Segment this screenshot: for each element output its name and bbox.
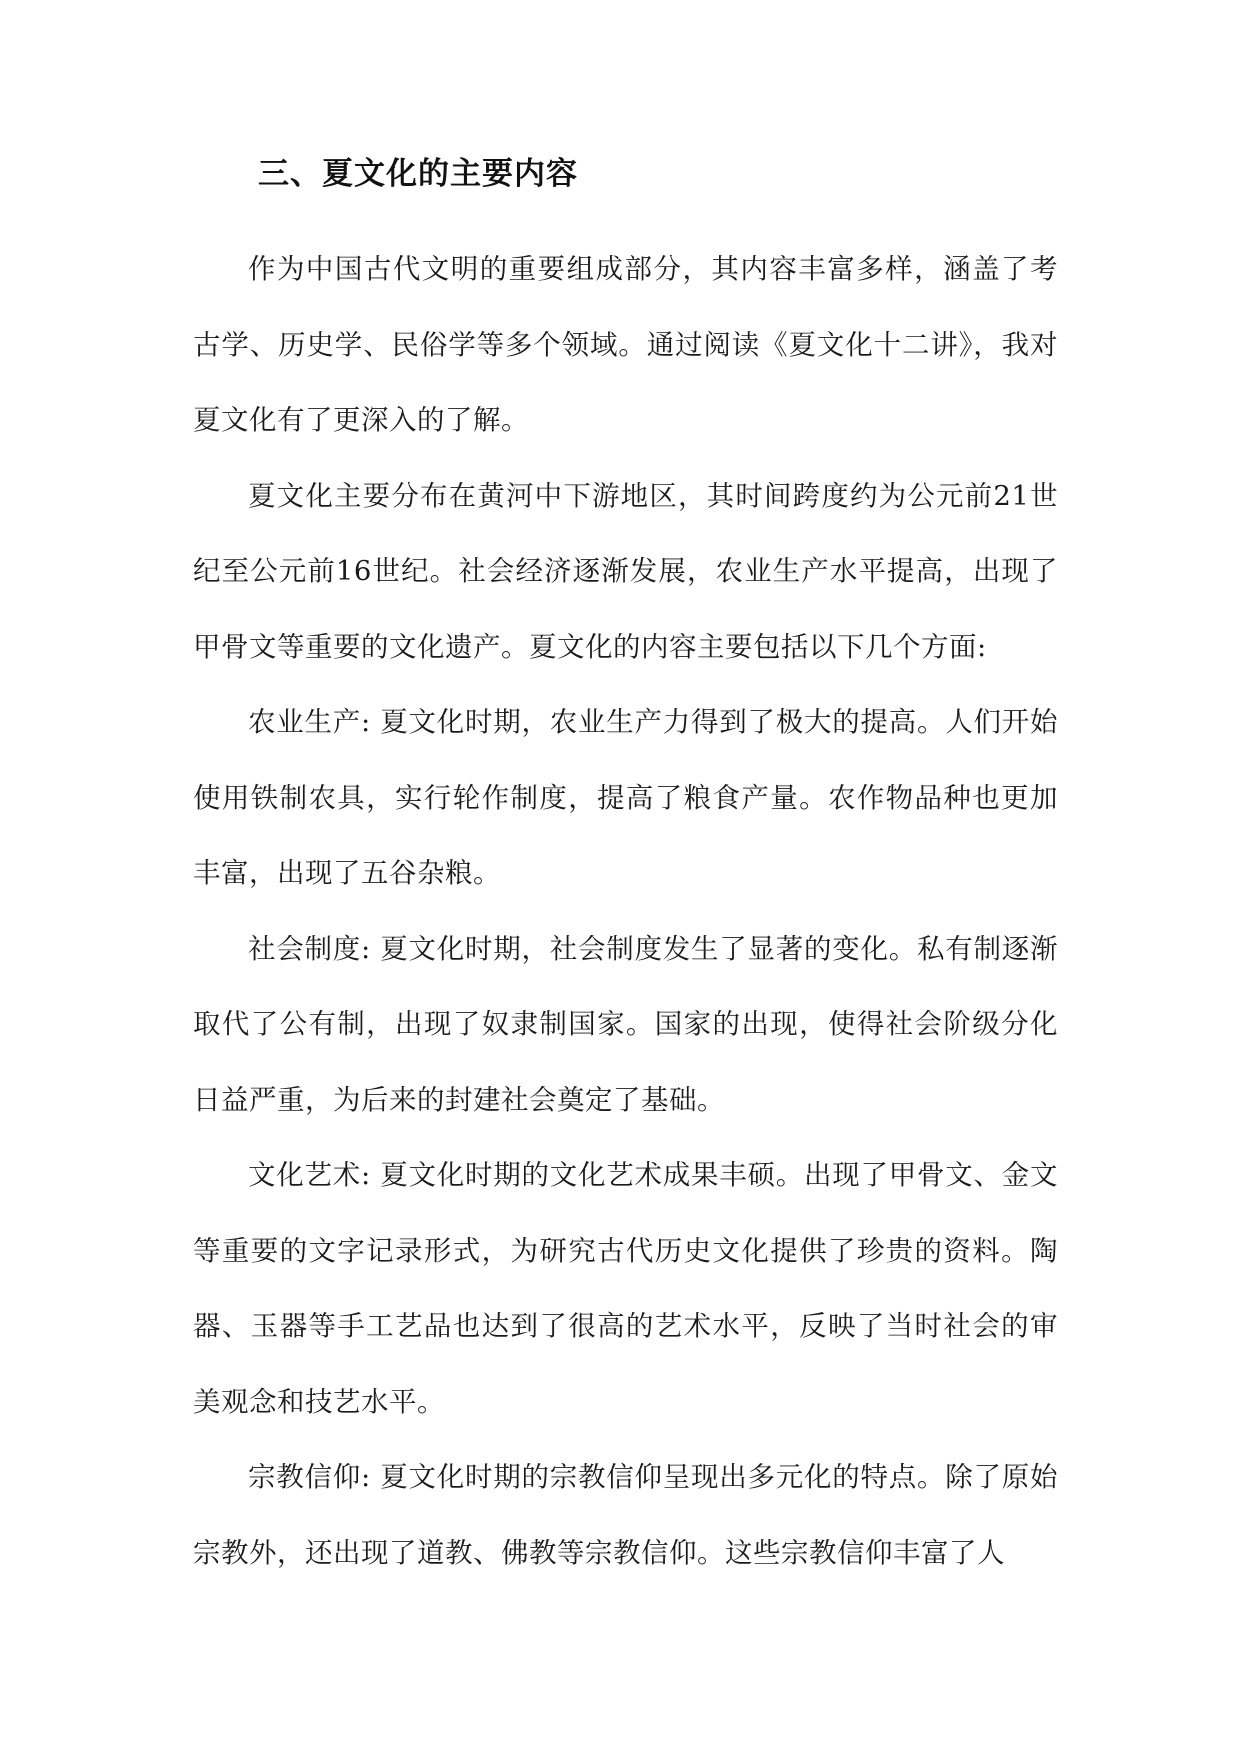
section-heading: 三、夏文化的主要内容 — [258, 156, 578, 192]
paragraph-culture-art: 文化艺术: 夏文化时期的文化艺术成果丰硕。出现了甲骨文、金文等重要的文字记录形式，为研究古代历史文化提供了珍贵的资料。陶器、玉器等手工艺品也达到了很高的艺术水平，反映了当时社会的审美观念和技艺水平。 — [193, 1159, 1058, 1418]
paragraph-overview: 夏文化主要分布在黄河中下游地区，其时间跨度约为公元前21世纪至公元前16世纪。社会经济逐渐发展，农业生产水平提高，出现了甲骨文等重要的文化遗产。夏文化的内容主要包括以下几个方面: — [193, 479, 1058, 663]
paragraph-intro: 作为中国古代文明的重要组成部分，其内容丰富多样，涵盖了考古学、历史学、民俗学等多个领域。通过阅读《夏文化十二讲》，我对夏文化有了更深入的了解。 — [193, 253, 1058, 436]
paragraph-agriculture: 农业生产: 夏文化时期，农业生产力得到了极大的提高。人们开始使用铁制农具，实行轮作制度，提高了粮食产量。农作物品种也更加丰富，出现了五谷杂粮。 — [193, 706, 1058, 889]
body-text — [193, 232, 1058, 1591]
paragraph-religion: 宗教信仰: 夏文化时期的宗教信仰呈现出多元化的特点。除了原始宗教外，还出现了道教、佛教等宗教信仰。这些宗教信仰丰富了人 — [193, 1461, 1058, 1569]
paragraph-social-system: 社会制度: 夏文化时期，社会制度发生了显著的变化。私有制逐渐取代了公有制，出现了奴隶制国家。国家的出现，使得社会阶级分化日益严重，为后来的封建社会奠定了基础。 — [193, 932, 1058, 1116]
